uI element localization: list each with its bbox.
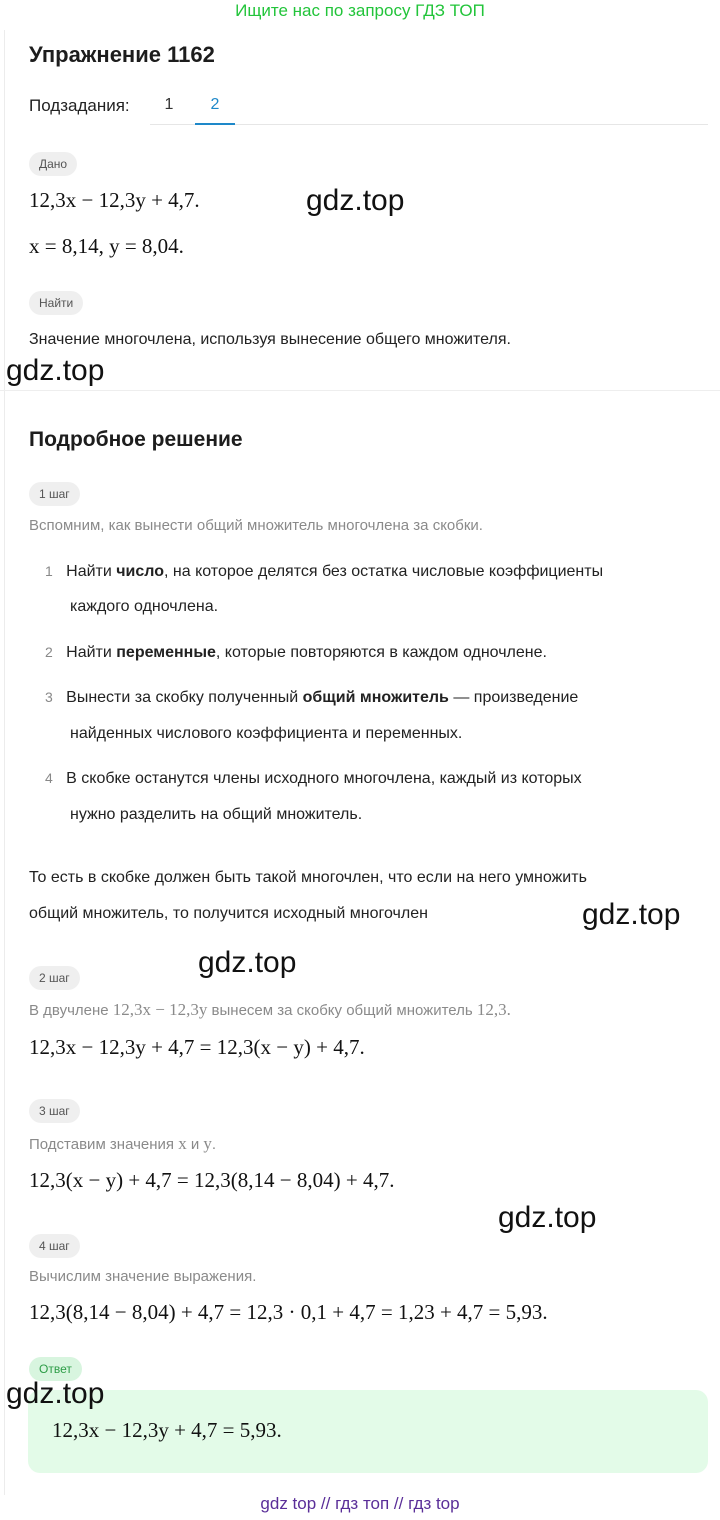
step1-item-4: [45, 770, 582, 788]
step2-intro-factor: 12,3.: [476, 1000, 511, 1019]
subtasks-label: Подзадания:: [29, 96, 130, 115]
watermark: gdz.top: [6, 1377, 105, 1410]
active-tab-indicator: [195, 123, 235, 125]
answer-result: 12,3x − 12,3y + 4,7 = 5,93.: [52, 1418, 282, 1442]
item-bold: число: [116, 563, 164, 580]
watermark: gdz.top: [198, 946, 297, 979]
find-text: Значение многочлена, используя вынесение общего множителя.: [29, 331, 511, 348]
step1-intro: Вспомним, как вынести общий множитель многочлена за скобки.: [29, 517, 483, 534]
watermark: gdz.top: [6, 354, 105, 387]
watermark: gdz.top: [582, 898, 681, 931]
exercise-title: Упражнение 1162: [29, 42, 215, 67]
footer-links[interactable]: gdz top // гдз топ // гдз top: [260, 1494, 460, 1513]
item-text: Найти: [66, 644, 117, 661]
subtask-tab-1[interactable]: 1: [164, 96, 174, 113]
item-number: 1: [45, 563, 53, 579]
given-badge: Дано: [29, 152, 77, 176]
step3-intro-a: Подставим значения: [29, 1136, 179, 1153]
step3-var-x: x: [178, 1134, 187, 1153]
step1-item-1: [45, 563, 603, 581]
step3-badge: 3 шаг: [29, 1099, 80, 1123]
subtask-tab-2[interactable]: 2: [210, 96, 220, 113]
step3-intro: [29, 1134, 216, 1154]
section-divider: [0, 390, 720, 391]
given-values: x = 8,14, y = 8,04.: [29, 234, 184, 258]
item-bold: общий множитель: [302, 689, 449, 706]
watermark: gdz.top: [306, 184, 405, 217]
step3-intro-end: .: [211, 1136, 217, 1153]
step2-intro-a: В двучлене: [29, 1002, 113, 1019]
step1-summary-line1: То есть в скобке должен быть такой многочлен, что если на него умножить: [29, 869, 587, 886]
step4-badge: 4 шаг: [29, 1234, 80, 1258]
step4-result: 12,3(8,14 − 8,04) + 4,7 = 12,3 · 0,1 + 4,7 = 1,23 + 4,7 = 5,93.: [29, 1300, 548, 1324]
item-text: — произведение: [448, 689, 579, 706]
answer-badge: Ответ: [29, 1357, 82, 1381]
step1-item-4-line2: нужно разделить на общий множитель.: [70, 806, 363, 823]
step1-item-2: [45, 644, 547, 662]
step1-summary-line2: общий множитель, то получится исходный многочлен: [29, 905, 428, 922]
step2-intro-expr: 12,3x − 12,3y: [112, 1000, 208, 1019]
step1-item-1-line2: каждого одночлена.: [70, 598, 219, 615]
item-text: Вынести за скобку полученный: [66, 689, 303, 706]
step2-badge: 2 шаг: [29, 966, 80, 990]
find-badge: Найти: [29, 291, 83, 315]
step2-result: 12,3x − 12,3y + 4,7 = 12,3(x − y) + 4,7.: [29, 1035, 365, 1059]
watermark: gdz.top: [498, 1201, 597, 1234]
step2-intro-b: вынесем за скобку общий множитель: [207, 1002, 477, 1019]
step3-result: 12,3(x − y) + 4,7 = 12,3(8,14 − 8,04) + 4,7.: [29, 1168, 395, 1192]
item-bold: переменные: [116, 644, 216, 661]
item-text: Найти: [66, 563, 117, 580]
item-number: 4: [45, 770, 53, 786]
item-text: , которые повторяются в каждом одночлене.: [215, 644, 547, 661]
step4-intro: Вычислим значение выражения.: [29, 1268, 257, 1285]
item-text: , на которое делятся без остатка числовые коэффициенты: [164, 563, 604, 580]
solution-title: Подробное решение: [29, 428, 243, 451]
step3-intro-and: и: [186, 1136, 204, 1153]
step1-item-3: [45, 689, 578, 707]
step3-var-y: y: [203, 1134, 212, 1153]
step1-badge: 1 шаг: [29, 482, 80, 506]
item-number: 2: [45, 644, 53, 660]
given-expression: 12,3x − 12,3y + 4,7.: [29, 188, 200, 212]
card-edge: [4, 30, 5, 1495]
top-banner: Ищите нас по запросу ГДЗ ТОП: [235, 1, 485, 20]
item-text: В скобке останутся члены исходного многочлена, каждый из которых: [66, 770, 582, 787]
step2-intro: [29, 1000, 511, 1020]
step1-item-3-line2: найденных числового коэффициента и переменных.: [70, 725, 463, 742]
item-number: 3: [45, 689, 53, 705]
